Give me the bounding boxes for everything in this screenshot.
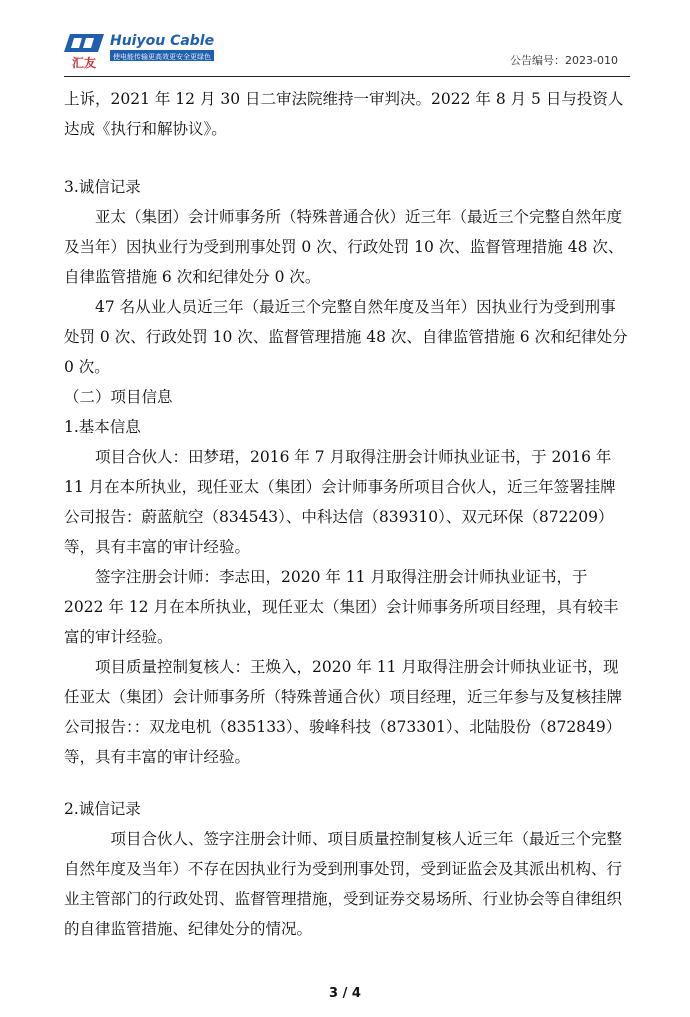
- page-header: [0, 0, 690, 78]
- quality-reviewer-paragraph: 项目质量控制复核人：王焕入，2020 年 11 月取得注册会计师执业证书，现任亚太（集团）会计师事务所（特殊普通合伙）项目经理，近三年参与及复核挂牌公司报告：：双龙电机（835133）、骏峰科技（873301）、北陆股份（872849）等，具有丰富的审计经验。: [64, 658, 623, 766]
- company-logo: [64, 30, 224, 70]
- project-partner-paragraph: 项目合伙人：田梦珺，2016 年 7 月取得注册会计师执业证书，于 2016 年 11 月在本所执业，现任亚太（集团）会计师事务所项目合伙人，近三年签署挂牌公司报告：蔚蓝航空（834543）、中科达信（839310）、双元环保（872209）等，具有丰富的审计经验。: [64, 448, 616, 556]
- integrity-record-paragraph: 项目合伙人、签字注册会计师、项目质量控制复核人近三年（最近三个完整自然年度及当年）不存在因执业行为受到刑事处罚，受到证监会及其派出机构、行业主管部门的行政处罚、监督管理措施，受到证券交易场所、行业协会等自律组织的自律监管措施、纪律处分的情况。: [64, 830, 623, 938]
- logo-cn-text: 汇友: [72, 56, 97, 70]
- page-number: 3 / 4: [329, 986, 361, 1001]
- logo-brand-text: Huiyou Cable: [110, 33, 215, 49]
- continuation-paragraph: 上诉，2021 年 12 月 30 日二审法院维持一审判决。2022 年 8 月 5 日与投资人达成《执行和解协议》。: [64, 90, 624, 138]
- document-body: [64, 84, 630, 944]
- logo-slogan-text: 使电能传输更高效更安全更绿色: [113, 53, 211, 61]
- signing-cpa-paragraph: 签字注册会计师：李志田，2020 年 11 月取得注册会计师执业证书，于 2022 年 12 月在本所执业，现任亚太（集团）会计师事务所项目经理，具有较丰富的审计经验。: [64, 568, 619, 646]
- header-divider: [64, 76, 630, 77]
- project-info-heading: （二）项目信息: [64, 388, 173, 406]
- notice-number: 公告编号：2023-010: [510, 54, 618, 67]
- integrity-record-heading: 2.诚信记录: [64, 800, 141, 818]
- firm-integrity-paragraph: 亚太（集团）会计师事务所（特殊普通合伙）近三年（最近三个完整自然年度及当年）因执业行为受到刑事处罚 0 次、行政处罚 10 次、监督管理措施 48 次、自律监管措施 6 次和纪律处分 0 次。: [64, 208, 624, 286]
- section3-heading: 3.诚信记录: [64, 178, 141, 196]
- staff-integrity-paragraph: 47 名从业人员近三年（最近三个完整自然年度及当年）因执业行为受到刑事处罚 0 次、行政处罚 10 次、监督管理措施 48 次、自律监管措施 6 次和纪律处分 0 次。: [64, 298, 628, 376]
- basic-info-heading: 1.基本信息: [64, 418, 141, 436]
